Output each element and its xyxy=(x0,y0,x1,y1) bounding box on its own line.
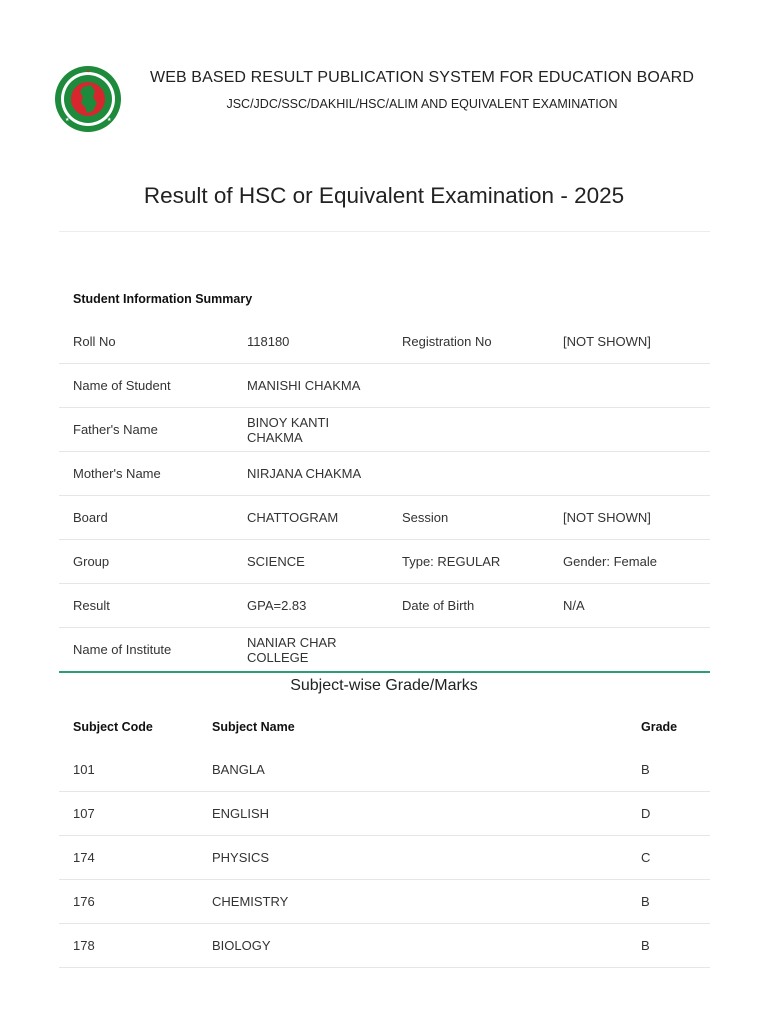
svg-text:✦: ✦ xyxy=(85,69,91,75)
info-label: Name of Student xyxy=(59,364,233,408)
subject-grade: C xyxy=(627,836,710,880)
info-value: BINOY KANTI CHAKMA xyxy=(233,408,388,452)
subject-code: 176 xyxy=(59,880,198,924)
info-label: Group xyxy=(59,540,233,584)
column-header-subject-name: Subject Name xyxy=(212,719,295,734)
table-row xyxy=(59,320,710,364)
table-row xyxy=(59,584,710,628)
info-value: MANISHI CHAKMA xyxy=(233,364,388,408)
info-label: Name of Institute xyxy=(59,628,233,673)
page-title: Result of HSC or Equivalent Examination - 2025 xyxy=(143,183,625,208)
info-label xyxy=(388,364,549,408)
table-row xyxy=(59,452,710,496)
info-value: [NOT SHOWN] xyxy=(549,496,710,540)
table-row xyxy=(59,748,710,792)
info-value: GPA=2.83 xyxy=(233,584,388,628)
subject-name: PHYSICS xyxy=(198,836,627,880)
subject-grade: B xyxy=(627,748,710,792)
info-label xyxy=(388,452,549,496)
info-label xyxy=(388,628,549,673)
table-row xyxy=(59,364,710,408)
svg-text:★: ★ xyxy=(107,117,112,123)
info-value: N/A xyxy=(549,584,710,628)
student-info-table xyxy=(59,320,710,673)
info-label xyxy=(388,408,549,452)
table-row xyxy=(59,880,710,924)
divider xyxy=(59,231,710,232)
info-value: NANIAR CHAR COLLEGE xyxy=(233,628,388,673)
info-label: Type: REGULAR xyxy=(388,540,549,584)
table-row xyxy=(59,628,710,673)
header-title: WEB BASED RESULT PUBLICATION SYSTEM FOR EDUCATION BOARD xyxy=(150,69,694,86)
info-value: SCIENCE xyxy=(233,540,388,584)
subject-code: 101 xyxy=(59,748,198,792)
table-row xyxy=(59,836,710,880)
table-row xyxy=(59,496,710,540)
info-label: Registration No xyxy=(388,320,549,364)
header-subtitle: JSC/JDC/SSC/DAKHIL/HSC/ALIM AND EQUIVALENT EXAMINATION xyxy=(226,97,618,111)
subject-name: BIOLOGY xyxy=(198,924,627,968)
subject-grades-title: Subject-wise Grade/Marks xyxy=(290,677,478,694)
column-header-grade: Grade xyxy=(641,719,678,734)
subject-code: 107 xyxy=(59,792,198,836)
info-label: Father's Name xyxy=(59,408,233,452)
info-label: Mother's Name xyxy=(59,452,233,496)
subject-name: CHEMISTRY xyxy=(198,880,627,924)
info-value xyxy=(549,364,710,408)
svg-text:★: ★ xyxy=(65,117,70,123)
subject-code: 178 xyxy=(59,924,198,968)
info-value: Gender: Female xyxy=(549,540,710,584)
info-label: Board xyxy=(59,496,233,540)
subject-grade: D xyxy=(627,792,710,836)
info-value: [NOT SHOWN] xyxy=(549,320,710,364)
info-label: Session xyxy=(388,496,549,540)
subject-name: BANGLA xyxy=(198,748,627,792)
table-row xyxy=(59,540,710,584)
table-row xyxy=(59,924,710,968)
info-label: Date of Birth xyxy=(388,584,549,628)
student-info-caption: Student Information Summary xyxy=(73,292,253,306)
subject-grade: B xyxy=(627,880,710,924)
info-value: CHATTOGRAM xyxy=(233,496,388,540)
info-value: NIRJANA CHAKMA xyxy=(233,452,388,496)
info-value xyxy=(549,408,710,452)
column-header-subject-code: Subject Code xyxy=(73,719,153,734)
table-header-row xyxy=(59,705,710,748)
info-label: Result xyxy=(59,584,233,628)
info-value: 118180 xyxy=(233,320,388,364)
info-label: Roll No xyxy=(59,320,233,364)
subject-name: ENGLISH xyxy=(198,792,627,836)
subject-code: 174 xyxy=(59,836,198,880)
bangladesh-government-seal-icon xyxy=(53,65,123,133)
info-value xyxy=(549,628,710,673)
subject-grades-table xyxy=(59,705,710,968)
table-row xyxy=(59,792,710,836)
table-row xyxy=(59,408,710,452)
subject-grade: B xyxy=(627,924,710,968)
info-value xyxy=(549,452,710,496)
